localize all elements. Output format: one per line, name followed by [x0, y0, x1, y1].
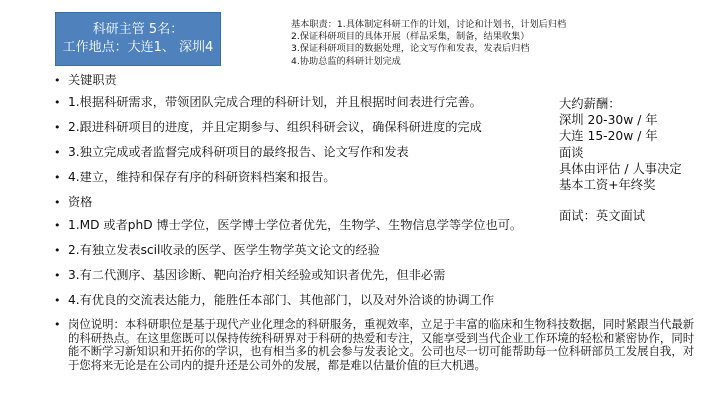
key-duty-text: 4.建立，维持和保存有序的科研资料档案和报告。 [68, 170, 336, 184]
salary-line: 具体由评估 / 人事决定 [559, 161, 682, 176]
interview-note: 面试：英文面试 [559, 209, 646, 224]
qualification-text: 3.有二代测序、基因诊断、靶向治疗相关经验或知识者优先，但非必需 [68, 268, 446, 282]
qualifications-heading: 资格 [68, 194, 93, 209]
duty-line: 3.保证科研项目的数据处理，论文写作和发表，发表后归档 [291, 43, 530, 55]
salary-block [559, 96, 682, 224]
bullet-icon: • [54, 74, 61, 87]
salary-line: 基本工资+年终奖 [559, 178, 656, 193]
bullet-icon: • [54, 244, 61, 257]
title-box [55, 12, 221, 66]
list-item [54, 90, 482, 115]
key-duties-section [54, 71, 482, 190]
duty-line: 基本职责：1.具体制定科研工作的计划，讨论和计划书，计划后归档 [291, 19, 567, 30]
qualification-text: 2.有独立发表scil收录的医学、医学生物学英文论文的经验 [68, 243, 380, 257]
list-item [54, 288, 522, 313]
salary-line: 大连 15-20w / 年 [559, 129, 658, 144]
bullet-icon: • [54, 96, 61, 109]
bullet-icon: • [54, 195, 61, 209]
bullet-icon: • [54, 121, 61, 134]
list-item [54, 165, 482, 190]
title-line-1: 科研主管 5名： [92, 22, 184, 37]
bullet-icon: • [54, 146, 61, 159]
qualification-text: 4.有优良的交流表达能力，能胜任本部门、其他部门，以及对外洽谈的协调工作 [68, 293, 495, 307]
duty-line: 2.保证科研项目的具体开展（样品采集，制备，结果收集） [291, 31, 530, 43]
key-duty-text: 1.根据科研需求，带领团队完成合理的科研计划，并且根据时间表进行完善。 [68, 95, 482, 109]
key-duties-heading: 关键职责 [68, 73, 117, 87]
salary-line: 深圳 20-30w / 年 [559, 113, 658, 128]
position-description-text: 岗位说明：本科研职位是基于现代产业化理念的科研服务，重视效率，立足于丰富的临床和生物科技数据，同时紧跟当代最新的科研热点。在这里您既可以保持传统科研界对于科研的热爱和专注，又能享受到当代企业工作环境的轻松和紧密协作，同时能不断学习新知识和开拓你的学识，也有相当多的机会参与发表论文。公司也尽一切可能帮助每一位科研部员工发展自我，对于您将来无论是在公司内的提升还是公司外的发展，都是难以估量价值的巨大机遇。 [68, 317, 694, 372]
qualifications-heading-row [54, 191, 522, 213]
key-duties-heading-row [54, 71, 482, 90]
salary-line: 面谈 [559, 145, 584, 160]
position-description [54, 318, 694, 372]
duty-line: 4.协助总监的科研计划完成 [291, 55, 401, 67]
key-duty-text: 3.独立完成或者监督完成科研项目的最终报告、论文写作和发表 [68, 145, 409, 159]
qualifications-section [54, 191, 522, 313]
bullet-icon: • [54, 171, 61, 184]
list-item [54, 263, 522, 288]
basic-duties [291, 19, 566, 68]
list-item [54, 238, 522, 263]
bullet-icon: • [54, 269, 61, 282]
bullet-icon: • [54, 318, 61, 331]
list-item [54, 115, 482, 140]
bullet-icon: • [54, 294, 61, 307]
list-item [54, 213, 522, 238]
bullet-icon: • [54, 219, 61, 232]
key-duty-text: 2.跟进科研项目的进度，并且定期参与、组织科研会议，确保科研进度的完成 [68, 120, 482, 134]
qualification-text: 1.MD 或者phD 博士学位，医学博士学位者优先，生物学、生物信息学等学位也可。 [68, 218, 523, 232]
title-line-2: 工作地点：大连1、 深圳4 [62, 40, 214, 55]
salary-heading: 大约薪酬： [559, 97, 621, 111]
list-item [54, 140, 482, 165]
